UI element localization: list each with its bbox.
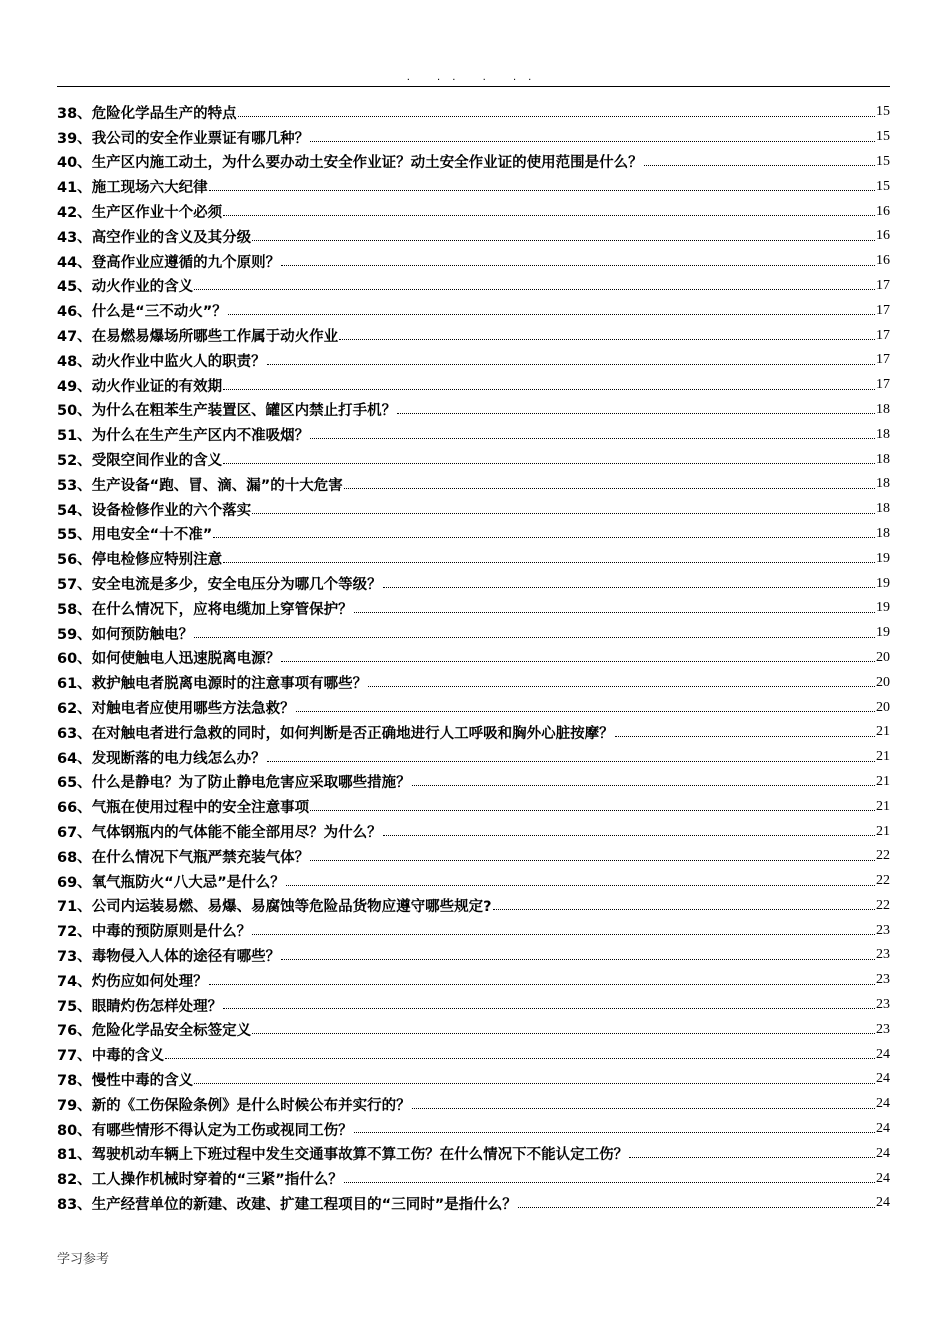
toc-entry-text: 在什么情况下，应将电缆加上穿管保护？ bbox=[91, 601, 353, 618]
toc-entry-title bbox=[57, 821, 382, 842]
toc-dot-leader bbox=[310, 140, 875, 142]
toc-page-number: 18 bbox=[876, 501, 890, 517]
toc-entry[interactable] bbox=[57, 993, 890, 1018]
toc-page-number: 23 bbox=[876, 1021, 890, 1037]
toc-page-number: 18 bbox=[876, 426, 890, 442]
toc-entry-number: 67、 bbox=[57, 825, 92, 841]
toc-entry-title bbox=[57, 350, 266, 371]
toc-entry-number: 47、 bbox=[57, 329, 92, 346]
toc-page-number: 22 bbox=[876, 873, 890, 889]
toc-entry-number: 81、 bbox=[57, 1147, 92, 1164]
toc-entry-title bbox=[57, 1069, 193, 1090]
toc-entry-text: 救护触电者脱离电源时的注意事项有哪些？ bbox=[91, 676, 368, 693]
toc-entry[interactable] bbox=[57, 1017, 890, 1042]
toc-entry-title bbox=[57, 871, 285, 892]
toc-dot-leader bbox=[267, 760, 875, 762]
toc-entry-number: 74、 bbox=[57, 973, 92, 990]
toc-entry-title bbox=[57, 399, 396, 420]
toc-entry[interactable] bbox=[57, 497, 890, 522]
toc-entry-number: 83、 bbox=[57, 1196, 92, 1213]
toc-entry-number: 41、 bbox=[57, 180, 92, 197]
toc-entry-title bbox=[57, 325, 338, 346]
toc-entry-title bbox=[57, 771, 411, 792]
toc-dot-leader bbox=[412, 784, 875, 786]
toc-entry-title bbox=[57, 1094, 411, 1115]
toc-entry-text: 什么是“三不动火”？ bbox=[91, 304, 227, 321]
toc-entry-number: 77、 bbox=[57, 1048, 92, 1065]
toc-page-number: 17 bbox=[876, 352, 890, 368]
toc-page-number: 17 bbox=[876, 277, 890, 293]
toc-entry[interactable] bbox=[57, 1191, 890, 1216]
toc-entry[interactable] bbox=[57, 1092, 890, 1117]
toc-entry-title bbox=[57, 1019, 251, 1040]
toc-dot-leader bbox=[493, 908, 875, 910]
toc-dot-leader bbox=[644, 164, 875, 166]
toc-page-number: 23 bbox=[876, 997, 890, 1013]
toc-entry-number: 82、 bbox=[57, 1172, 92, 1189]
toc-entry-text: 驾驶机动车辆上下班过程中发生交通事故算不算工伤？在什么情况下不能认定工伤？ bbox=[91, 1147, 629, 1164]
toc-entry-title bbox=[57, 722, 614, 743]
toc-entry-number: 69、 bbox=[57, 874, 92, 891]
toc-entry-text: 为什么在粗苯生产装置区、罐区内禁止打手机？ bbox=[91, 403, 397, 420]
toc-entry-number: 38、 bbox=[57, 105, 92, 122]
toc-page-number: 18 bbox=[876, 525, 890, 541]
toc-page-number: 24 bbox=[876, 1046, 890, 1062]
toc-dot-leader bbox=[344, 487, 875, 489]
toc-page-number: 20 bbox=[876, 699, 890, 715]
toc-dot-leader bbox=[354, 1131, 875, 1133]
toc-entry[interactable] bbox=[57, 546, 890, 571]
toc-entry-number: 52、 bbox=[57, 453, 92, 470]
toc-dot-leader bbox=[629, 1156, 875, 1158]
toc-dot-leader bbox=[310, 809, 875, 811]
toc-entry-title bbox=[57, 375, 222, 396]
toc-entry-number: 59、 bbox=[57, 626, 92, 643]
toc-entry-title bbox=[57, 201, 222, 222]
toc-entry-title bbox=[57, 151, 643, 172]
toc-entry-text: 工人操作机械时穿着的“三紧”指什么？ bbox=[91, 1172, 343, 1189]
toc-entry[interactable] bbox=[57, 918, 890, 943]
toc-entry-title bbox=[57, 945, 280, 966]
toc-entry[interactable] bbox=[57, 422, 890, 447]
header-marks: . .. . .. bbox=[406, 72, 544, 83]
toc-entry-number: 66、 bbox=[57, 800, 92, 817]
toc-entry-text: 毒物侵入人体的途径有哪些？ bbox=[91, 948, 281, 965]
toc-entry[interactable] bbox=[57, 249, 890, 274]
toc-entry[interactable] bbox=[57, 794, 890, 819]
toc-entry-text: 停电检修应特别注意 bbox=[91, 552, 223, 569]
toc-entry-text: 在什么情况下气瓶严禁充装气体？ bbox=[91, 849, 310, 866]
toc-entry-text: 对触电者应使用哪些方法急救？ bbox=[91, 701, 295, 718]
toc-entry-number: 75、 bbox=[57, 998, 92, 1015]
toc-dot-leader bbox=[344, 1181, 875, 1183]
toc-dot-leader bbox=[310, 859, 875, 861]
toc-page-number: 24 bbox=[876, 1096, 890, 1112]
toc-entry[interactable] bbox=[57, 174, 890, 199]
toc-entry-title bbox=[57, 623, 193, 644]
toc-dot-leader bbox=[194, 288, 875, 290]
toc-entry[interactable] bbox=[57, 1117, 890, 1142]
toc-page-number: 15 bbox=[876, 104, 890, 120]
toc-entry-number: 73、 bbox=[57, 948, 92, 965]
toc-entry-text: 动火作业证的有效期 bbox=[91, 378, 223, 395]
toc-page-number: 17 bbox=[876, 327, 890, 343]
toc-page-number: 19 bbox=[876, 625, 890, 641]
toc-entry-text: 危险化学品安全标签定义 bbox=[91, 1023, 252, 1040]
toc-page-number: 22 bbox=[876, 897, 890, 913]
toc-entry-text: 中毒的预防原则是什么？ bbox=[91, 924, 252, 941]
toc-page-number: 23 bbox=[876, 922, 890, 938]
toc-entry-title bbox=[57, 449, 222, 470]
toc-entry[interactable] bbox=[57, 298, 890, 323]
toc-entry-number: 60、 bbox=[57, 651, 92, 668]
toc-entry-title bbox=[57, 970, 208, 991]
toc-dot-leader bbox=[228, 313, 875, 315]
toc-entry[interactable] bbox=[57, 125, 890, 150]
toc-entry-number: 63、 bbox=[57, 725, 92, 742]
toc-page-number: 18 bbox=[876, 476, 890, 492]
toc-dot-leader bbox=[296, 710, 875, 712]
toc-page-number: 16 bbox=[876, 203, 890, 219]
toc-entry-text: 登高作业应遵循的九个原则？ bbox=[91, 254, 281, 271]
toc-page-number: 18 bbox=[876, 451, 890, 467]
toc-entry[interactable] bbox=[57, 670, 890, 695]
toc-entry[interactable] bbox=[57, 571, 890, 596]
toc-entry-title bbox=[57, 251, 280, 272]
toc-page-number: 24 bbox=[876, 1071, 890, 1087]
toc-entry[interactable] bbox=[57, 596, 890, 621]
toc-entry[interactable] bbox=[57, 695, 890, 720]
toc-page-number: 24 bbox=[876, 1195, 890, 1211]
toc-dot-leader bbox=[194, 636, 875, 638]
toc-dot-leader bbox=[281, 660, 875, 662]
toc-entry[interactable] bbox=[57, 323, 890, 348]
toc-page-number: 20 bbox=[876, 649, 890, 665]
toc-page-number: 21 bbox=[876, 773, 890, 789]
toc-entry-title bbox=[57, 598, 353, 619]
toc-dot-leader bbox=[209, 983, 875, 985]
toc-entry-number: 79、 bbox=[57, 1097, 92, 1114]
toc-dot-leader bbox=[412, 1107, 875, 1109]
toc-page-number: 21 bbox=[876, 798, 890, 814]
toc-entry-title bbox=[57, 1119, 353, 1140]
toc-entry-number: 61、 bbox=[57, 676, 92, 693]
toc-entry-text: 新的《工伤保险条例》是什么时候公布并实行的？ bbox=[91, 1097, 411, 1114]
toc-dot-leader bbox=[368, 685, 875, 687]
toc-dot-leader bbox=[238, 115, 875, 117]
toc-entry-text: 气瓶在使用过程中的安全注意事项 bbox=[91, 800, 310, 817]
toc-entry-text: 生产区内施工动土，为什么要办动土安全作业证？动土安全作业证的使用范围是什么？ bbox=[91, 155, 643, 172]
toc-entry-text: 危险化学品生产的特点 bbox=[91, 105, 237, 122]
table-of-contents bbox=[57, 100, 890, 1216]
toc-entry-title bbox=[57, 102, 237, 123]
toc-entry[interactable] bbox=[57, 1042, 890, 1067]
toc-page-number: 20 bbox=[876, 674, 890, 690]
toc-entry-text: 生产设备“跑、冒、滴、漏”的十大危害 bbox=[91, 477, 343, 494]
toc-page-number: 21 bbox=[876, 724, 890, 740]
toc-entry[interactable] bbox=[57, 150, 890, 175]
toc-entry[interactable] bbox=[57, 621, 890, 646]
toc-dot-leader bbox=[223, 561, 875, 563]
toc-entry-text: 如何预防触电？ bbox=[91, 626, 194, 643]
toc-entry-number: 46、 bbox=[57, 304, 92, 321]
toc-entry-title bbox=[57, 895, 492, 916]
footer-text: 学习参考 bbox=[57, 1252, 110, 1267]
toc-entry-title bbox=[57, 300, 227, 321]
toc-entry-title bbox=[57, 672, 367, 693]
toc-entry[interactable] bbox=[57, 398, 890, 423]
toc-entry-number: 49、 bbox=[57, 378, 92, 395]
toc-entry-title bbox=[57, 573, 382, 594]
toc-entry-title bbox=[57, 846, 309, 867]
toc-page-number: 16 bbox=[876, 253, 890, 269]
toc-entry-text: 什么是静电？为了防止静电危害应采取哪些措施？ bbox=[91, 775, 411, 792]
toc-entry-number: 71、 bbox=[57, 899, 92, 916]
toc-entry-text: 灼伤应如何处理？ bbox=[91, 973, 208, 990]
toc-page-number: 15 bbox=[876, 129, 890, 145]
toc-dot-leader bbox=[223, 388, 875, 390]
toc-entry-number: 78、 bbox=[57, 1072, 92, 1089]
toc-entry-number: 72、 bbox=[57, 924, 92, 941]
toc-dot-leader bbox=[339, 338, 875, 340]
toc-entry-title bbox=[57, 127, 309, 148]
toc-entry[interactable] bbox=[57, 472, 890, 497]
toc-dot-leader bbox=[223, 214, 875, 216]
toc-dot-leader bbox=[209, 189, 875, 191]
toc-entry[interactable] bbox=[57, 745, 890, 770]
toc-entry-number: 76、 bbox=[57, 1023, 92, 1040]
toc-dot-leader bbox=[383, 834, 875, 836]
toc-entry-text: 在对触电者进行急救的同时，如何判断是否正确地进行人工呼吸和胸外心脏按摩？ bbox=[91, 725, 614, 742]
toc-page-number: 17 bbox=[876, 377, 890, 393]
toc-page-number: 22 bbox=[876, 848, 890, 864]
toc-entry-text: 中毒的含义 bbox=[91, 1048, 165, 1065]
toc-entry-number: 42、 bbox=[57, 205, 92, 222]
toc-dot-leader bbox=[615, 735, 875, 737]
toc-entry-text: 氧气瓶防火“八大忌”是什么？ bbox=[91, 874, 285, 891]
toc-entry[interactable] bbox=[57, 943, 890, 968]
toc-entry-title bbox=[57, 697, 295, 718]
toc-dot-leader bbox=[518, 1206, 875, 1208]
toc-entry-number: 43、 bbox=[57, 229, 92, 246]
toc-dot-leader bbox=[281, 958, 875, 960]
toc-entry-title bbox=[57, 1193, 517, 1214]
toc-entry-text: 慢性中毒的含义 bbox=[91, 1072, 194, 1089]
toc-entry-number: 53、 bbox=[57, 477, 92, 494]
toc-entry-number: 48、 bbox=[57, 353, 92, 370]
toc-dot-leader bbox=[194, 1082, 875, 1084]
toc-page-number: 23 bbox=[876, 947, 890, 963]
toc-entry[interactable] bbox=[57, 869, 890, 894]
toc-entry[interactable] bbox=[57, 1067, 890, 1092]
toc-entry[interactable] bbox=[57, 1166, 890, 1191]
toc-dot-leader bbox=[213, 536, 875, 538]
toc-dot-leader bbox=[281, 264, 875, 266]
toc-entry[interactable] bbox=[57, 199, 890, 224]
toc-entry-text: 安全电流是多少，安全电压分为哪几个等级？ bbox=[91, 577, 382, 594]
toc-page-number: 24 bbox=[876, 1121, 890, 1137]
toc-entry-text: 发现断落的电力线怎么办？ bbox=[91, 750, 266, 767]
toc-entry-text: 眼睛灼伤怎样处理？ bbox=[91, 998, 223, 1015]
toc-page-number: 17 bbox=[876, 302, 890, 318]
toc-entry-text: 公司内运装易燃、易爆、易腐蚀等危险品货物应遵守哪些规定? bbox=[91, 899, 492, 916]
toc-entry[interactable] bbox=[57, 1141, 890, 1166]
toc-entry[interactable] bbox=[57, 224, 890, 249]
toc-page-number: 19 bbox=[876, 575, 890, 591]
toc-dot-leader bbox=[223, 1007, 875, 1009]
toc-entry[interactable] bbox=[57, 819, 890, 844]
toc-dot-leader bbox=[286, 884, 875, 886]
toc-page-number: 24 bbox=[876, 1145, 890, 1161]
toc-entry-number: 68、 bbox=[57, 849, 92, 866]
toc-entry-number: 56、 bbox=[57, 552, 92, 569]
toc-entry[interactable] bbox=[57, 348, 890, 373]
header-rule bbox=[57, 86, 890, 87]
toc-dot-leader bbox=[252, 933, 875, 935]
toc-dot-leader bbox=[383, 586, 875, 588]
toc-entry-title bbox=[57, 796, 309, 817]
toc-entry-title bbox=[57, 647, 280, 668]
toc-entry[interactable] bbox=[57, 522, 890, 547]
toc-entry-number: 54、 bbox=[57, 502, 92, 519]
toc-entry-number: 65、 bbox=[57, 775, 92, 792]
toc-entry-title bbox=[57, 548, 222, 569]
toc-entry-number: 50、 bbox=[57, 403, 92, 420]
toc-entry-number: 64、 bbox=[57, 750, 92, 767]
toc-entry-text: 为什么在生产生产区内不准吸烟？ bbox=[91, 428, 310, 445]
toc-entry-number: 39、 bbox=[57, 130, 92, 147]
toc-entry-text: 高空作业的含义及其分级 bbox=[91, 229, 252, 246]
toc-entry-title bbox=[57, 1044, 164, 1065]
toc-dot-leader bbox=[252, 1032, 875, 1034]
toc-entry-title bbox=[57, 474, 343, 495]
toc-entry-text: 我公司的安全作业票证有哪几种？ bbox=[91, 130, 310, 147]
toc-entry[interactable] bbox=[57, 274, 890, 299]
toc-entry-text: 受限空间作业的含义 bbox=[91, 453, 223, 470]
toc-dot-leader bbox=[267, 363, 875, 365]
toc-entry[interactable] bbox=[57, 373, 890, 398]
toc-page-number: 16 bbox=[876, 228, 890, 244]
toc-dot-leader bbox=[310, 437, 875, 439]
toc-entry[interactable] bbox=[57, 100, 890, 125]
toc-page-number: 15 bbox=[876, 153, 890, 169]
toc-entry-number: 62、 bbox=[57, 701, 92, 718]
toc-entry-title bbox=[57, 499, 251, 520]
toc-entry-text: 气体钢瓶内的气体能不能全部用尽？为什么？ bbox=[91, 825, 382, 841]
toc-page-number: 23 bbox=[876, 972, 890, 988]
toc-page-number: 24 bbox=[876, 1170, 890, 1186]
toc-entry-title bbox=[57, 995, 222, 1016]
toc-entry-text: 动火作业的含义 bbox=[91, 279, 194, 296]
toc-entry-number: 58、 bbox=[57, 601, 92, 618]
toc-entry[interactable] bbox=[57, 646, 890, 671]
toc-entry-number: 51、 bbox=[57, 428, 92, 445]
toc-entry-title bbox=[57, 275, 193, 296]
toc-dot-leader bbox=[397, 412, 875, 414]
toc-entry-title bbox=[57, 226, 251, 247]
toc-entry-number: 55、 bbox=[57, 527, 92, 544]
toc-entry-number: 45、 bbox=[57, 279, 92, 296]
toc-entry-text: 动火作业中监火人的职责？ bbox=[91, 353, 266, 370]
toc-entry-text: 在易燃易爆场所哪些工作属于动火作业 bbox=[91, 329, 339, 346]
toc-entry-number: 80、 bbox=[57, 1122, 92, 1139]
toc-page-number: 21 bbox=[876, 749, 890, 765]
toc-entry-title bbox=[57, 523, 212, 544]
toc-entry-text: 施工现场六大纪律 bbox=[91, 180, 208, 197]
toc-entry-text: 如何使触电人迅速脱离电源？ bbox=[91, 651, 281, 668]
toc-dot-leader bbox=[165, 1057, 875, 1059]
toc-entry-number: 57、 bbox=[57, 577, 92, 594]
toc-entry[interactable] bbox=[57, 968, 890, 993]
toc-entry-title bbox=[57, 1168, 343, 1189]
toc-entry-title bbox=[57, 176, 208, 197]
toc-entry-number: 44、 bbox=[57, 254, 92, 271]
toc-dot-leader bbox=[223, 462, 875, 464]
toc-dot-leader bbox=[252, 239, 875, 241]
toc-entry[interactable] bbox=[57, 720, 890, 745]
toc-entry-title bbox=[57, 747, 266, 768]
toc-entry-text: 有哪些情形不得认定为工伤或视同工伤？ bbox=[91, 1122, 353, 1139]
toc-page-number: 19 bbox=[876, 550, 890, 566]
toc-entry-title bbox=[57, 920, 251, 941]
toc-entry[interactable] bbox=[57, 770, 890, 795]
toc-page-number: 15 bbox=[876, 178, 890, 194]
toc-page-number: 21 bbox=[876, 823, 890, 839]
toc-entry-title bbox=[57, 424, 309, 445]
toc-entry-number: 40、 bbox=[57, 155, 92, 172]
toc-entry[interactable] bbox=[57, 447, 890, 472]
toc-entry-text: 用电安全“十不准” bbox=[91, 527, 213, 544]
toc-dot-leader bbox=[252, 512, 875, 514]
toc-entry-text: 设备检修作业的六个落实 bbox=[91, 502, 252, 519]
toc-entry-text: 生产经营单位的新建、改建、扩建工程项目的“三同时”是指什么？ bbox=[91, 1196, 517, 1213]
toc-entry[interactable] bbox=[57, 844, 890, 869]
toc-page-number: 18 bbox=[876, 401, 890, 417]
toc-entry-title bbox=[57, 1143, 628, 1164]
toc-dot-leader bbox=[354, 611, 875, 613]
toc-page-number: 19 bbox=[876, 600, 890, 616]
toc-entry-text: 生产区作业十个必须 bbox=[91, 205, 223, 222]
toc-entry[interactable] bbox=[57, 894, 890, 919]
